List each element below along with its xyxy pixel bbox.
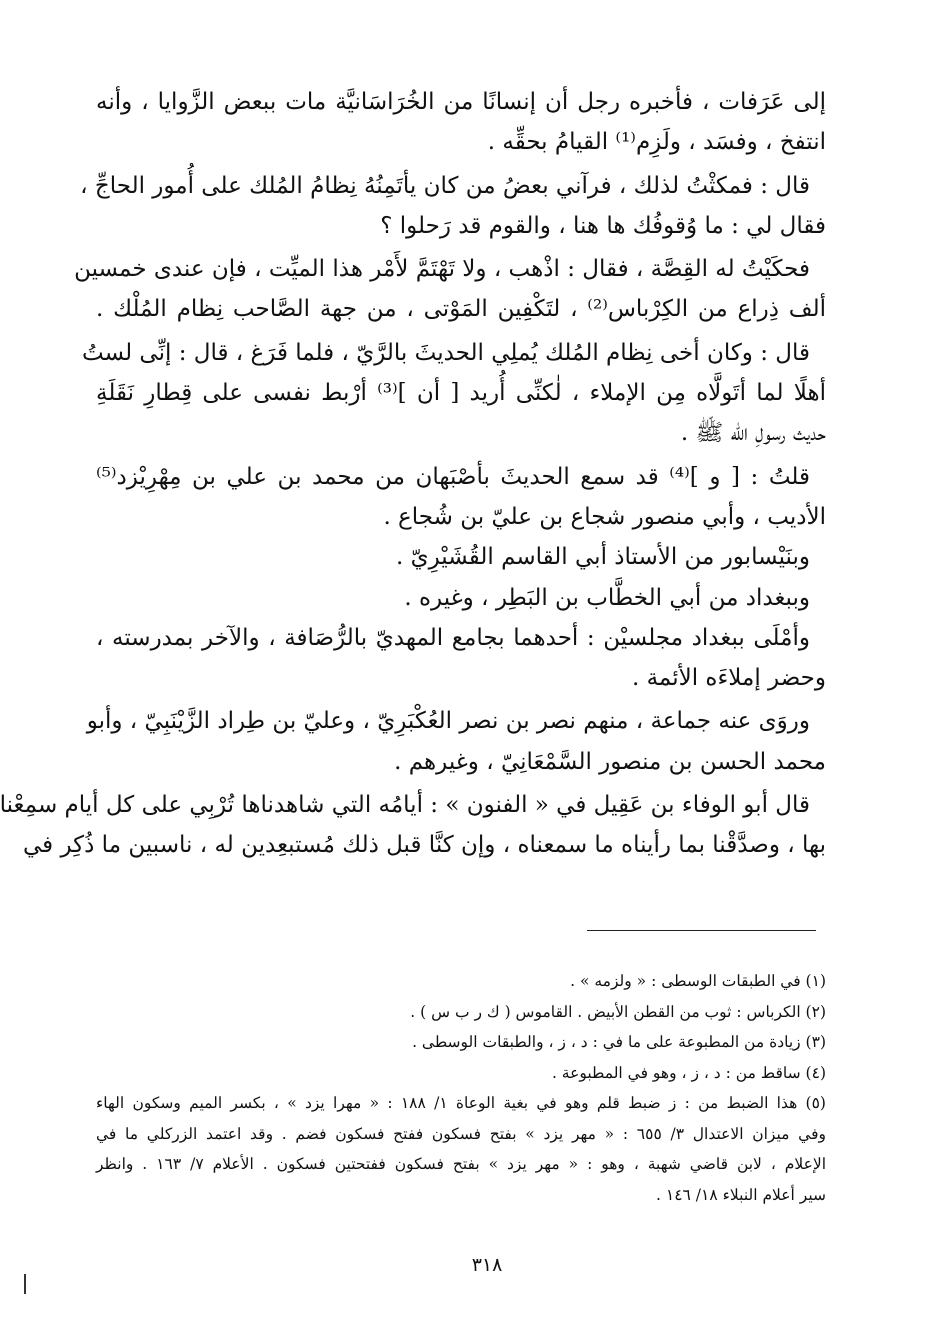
main-text — [0, 82, 827, 866]
text-line: قال : فمكثْتُ لذلك ، فرآني بعضُ من كان يأتَمِنُهُ نِظامُ المُلك على أُمور الحاجِّ ، — [80, 172, 810, 199]
footnote: (٤) ساقط من : د ، ز ، وهو في المطبوعة . — [551, 1063, 826, 1082]
text-line: أهلًا لما أتَولَّاه مِن الإملاء ، لٰكنِّى أُريد [ أن ]⁽³⁾ أرْبط نفسى على قِطارِ نَقَلَةِ — [96, 380, 826, 407]
text-line: وأمْلَى ببغداد مجلسيْن : أحدهما بجامع المهديّ بالرُّصَافة ، والآخر بمدرسته ، — [96, 624, 810, 651]
footnote-continuation: وفي ميزان الاعتدال ٣/ ٦٥٥ : « مهر يزد » بفتح فسكون ففتح فسكون فضم . وقد اعتمد الزركلي ما في — [96, 1124, 826, 1143]
footnote-continuation: الإعلام ، لابن قاضي شهبة ، وهو : « مهر يزد » بفتح فسكون ففتحتين فسكون . الأعلام ٧/ ١٦٣ . وانظر — [96, 1155, 826, 1173]
text-line: وروَى عنه جماعة ، منهم نصر بن نصر العُكْبَرِيّ ، وعليّ بن طِراد الزَّيْنَبِيّ ، وأبو — [86, 708, 810, 735]
text-line: ألف ذِراع من الكِرْباس⁽²⁾ ، لتَكْفِين المَوْتى ، من جهة الصَّاحب نِظام المُلْك . — [96, 296, 827, 323]
footnote-continuation: سير أعلام النبلاء ١٨/ ١٤٦ . — [656, 1185, 826, 1204]
text-line: فقال لي : ما وُقوفُك ها هنا ، والقوم قد رَحلوا ؟ — [380, 212, 826, 239]
text-line: فحكَيْتُ له القِصَّة ، فقال : اذْهب ، ولا تَهْتَمَّ لأَمْر هذا الميِّت ، فإن عندى خمسين — [74, 256, 810, 283]
footnotes — [96, 966, 826, 1210]
text-line: وحضر إملاءَه الأئمة . — [631, 665, 826, 692]
text-line: الأديب ، وأبي منصور شجاع بن عليّ بن شُجاع . — [383, 503, 826, 530]
text-line: انتفخ ، وفسَد ، ولَزِم⁽¹⁾ القيامُ بحقِّه . — [487, 129, 826, 156]
text-line: قلتُ : [ و ]⁽⁴⁾ قد سمع الحديثَ بأصْبَهان من محمد بن علي بن مِهْرِيْزد⁽⁵⁾ — [96, 463, 811, 490]
text-line: قال : وكان أخى نِظام المُلك يُملِي الحديثَ بالرَّيّ ، فلما فَرَغ ، قال : إنِّى لستُ — [82, 339, 810, 366]
text-line: وبنَيْسابور من الأستاذ أبي القاسم القُشَيْرِيّ . — [395, 544, 810, 571]
text-line: وببغداد من أبي الخطَّاب بن البَطِر ، وغيره . — [404, 584, 810, 611]
footnote: (٢) الكرباس : ثوب من القطن الأبيض . القاموس ( ك ر ب س ) . — [410, 1002, 826, 1021]
text-line: محمد الحسن بن منصور السَّمْعَانِيّ ، وغيرهم . — [394, 748, 826, 775]
text-line: قال أبو الوفاء بن عَقِيل في « الفنون » : أيامُه التي شاهدناها تُرْبِي على كل أيام سمِعْنا — [0, 792, 810, 819]
footnote: (٣) زيادة من المطبوعة على ما في : د ، ز ، والطبقات الوسطى . — [412, 1033, 826, 1051]
footnote: (٥) هذا الضبط من : ز ضبط قلم وهو في بغية الوعاة ١/ ١٨٨ : « مهرا يزد » ، بكسر الميم وسكون الهاء — [96, 1094, 826, 1112]
footnote-separator — [587, 930, 816, 931]
text-line: إلى عَرَفات ، فأخبره رجل أن إنسانًا من الخُرَاسَانيَّة مات ببعض الزَّوايا ، وأنه — [96, 89, 826, 115]
text-line: بها ، وصدَّقْنا بما رأيناه ما سمعناه ، وإن كنَّا قبل ذلك مُستبعِدين له ، ناسبين ما ذُكِر في — [23, 832, 826, 859]
scan-edge-mark — [24, 1274, 26, 1294]
page-number: ٣١٨ — [471, 1254, 503, 1276]
footnote: (١) في الطبقات الوسطى : « ولزمه » . — [570, 972, 826, 990]
text-line: حديث رسولِ الله ﷺ . — [680, 420, 826, 447]
